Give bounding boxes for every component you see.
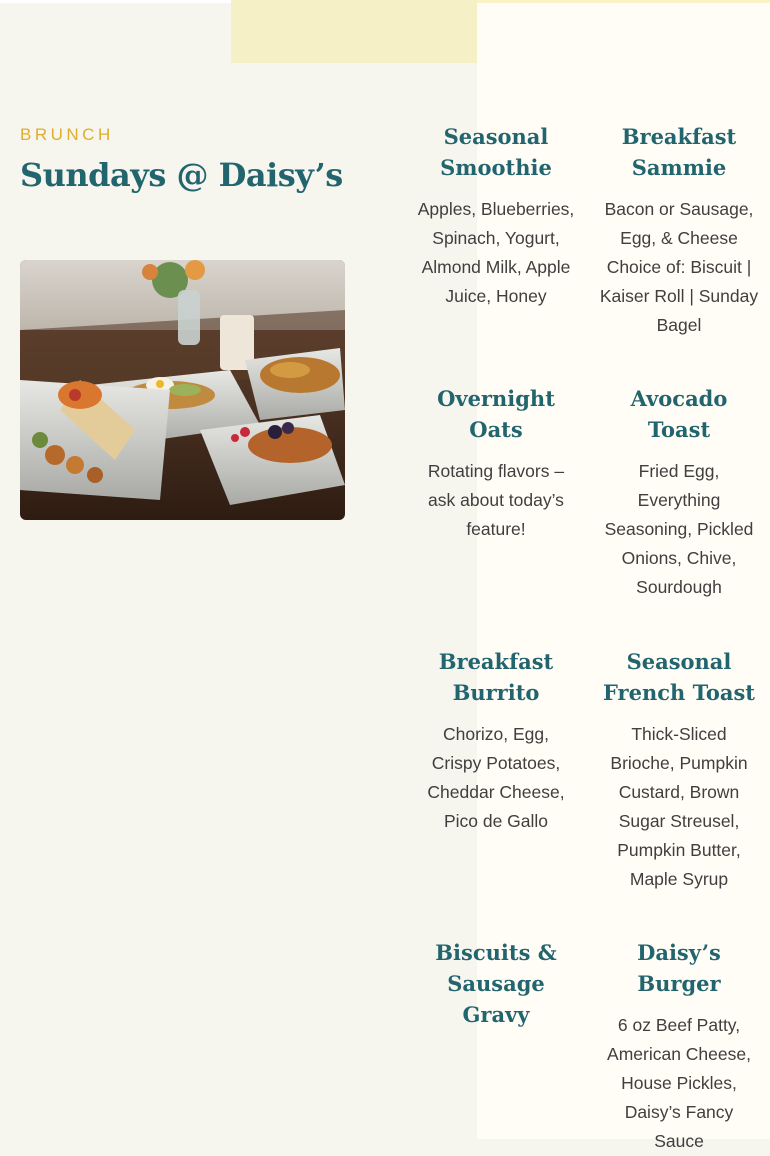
menu-item-name: Biscuits & Sausage Gravy	[435, 940, 557, 1027]
menu-item-description: Thick-Sliced Brioche, Pumpkin Custard, Brown Sugar Streusel, Pumpkin Butter, Maple Syrup	[610, 724, 748, 889]
menu-item-name: Breakfast Sammie	[621, 124, 737, 180]
menu-item-name: Seasonal Smoothie	[440, 124, 552, 180]
menu-item	[416, 937, 576, 1042]
menu-item	[416, 121, 576, 311]
menu-item	[599, 121, 759, 340]
menu-item	[599, 937, 759, 1156]
menu-item-description: Apples, Blueberries, Spinach, Yogurt, Almond Milk, Apple Juice, Honey	[417, 199, 575, 306]
menu-item-description: 6 oz Beef Patty, American Cheese, House Pickles, Daisy’s Fancy Sauce	[607, 1015, 751, 1151]
menu-item-description: Rotating flavors – ask about today’s feature!	[427, 461, 565, 539]
menu-item	[416, 646, 576, 836]
menu-item-description: Chorizo, Egg, Crispy Potatoes, Cheddar Cheese, Pico de Gallo	[427, 724, 565, 831]
menu-item-description: Bacon or Sausage, Egg, & Cheese Choice of: Biscuit | Kaiser Roll | Sunday Bagel	[599, 199, 759, 335]
brunch-photo	[20, 260, 345, 520]
page-title: Sundays @ Daisy’s	[20, 156, 343, 194]
menu-item-name: Avocado Toast	[630, 386, 728, 442]
menu-item	[599, 383, 759, 602]
decorative-yellow-block	[231, 0, 477, 63]
menu-item	[416, 383, 576, 544]
menu-item-name: Daisy’s Burger	[637, 940, 721, 996]
menu-item-name: Seasonal French Toast	[603, 649, 755, 705]
menu-item	[599, 646, 759, 894]
section-eyebrow: BRUNCH	[20, 125, 114, 144]
menu-item-name: Breakfast Burrito	[438, 649, 554, 705]
menu-item-description: Fried Egg, Everything Seasoning, Pickled Onions, Chive, Sourdough	[604, 461, 754, 597]
menu-item-name: Overnight Oats	[437, 386, 555, 442]
